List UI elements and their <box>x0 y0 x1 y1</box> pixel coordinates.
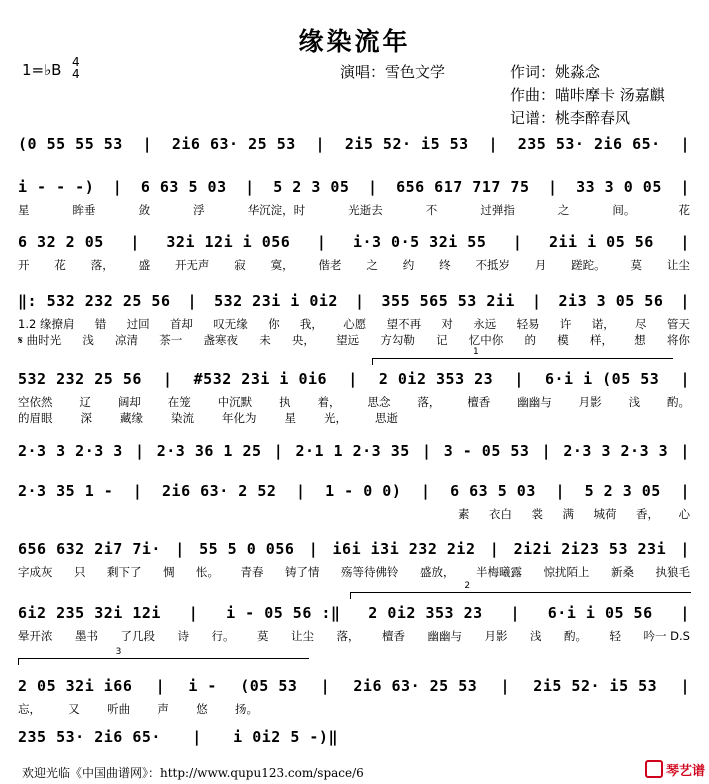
volta-bracket <box>372 347 673 365</box>
barline: | <box>316 233 327 251</box>
lyric-word: 声 <box>157 702 169 716</box>
lyric-word: 月 <box>534 258 547 272</box>
lyric-word: 剩下了 <box>107 565 142 579</box>
lyrics-line <box>18 316 690 332</box>
lyric-word: 衣白 <box>489 507 512 521</box>
lyric-word: 着， <box>317 395 341 409</box>
notes-line <box>18 178 690 196</box>
lyric-word: 想 <box>634 333 646 347</box>
notes-line <box>18 540 690 558</box>
lyric-word: 藏缘 <box>120 411 143 425</box>
note-group: 33 3 0 05 <box>576 178 662 196</box>
lyric-word: 思念 <box>367 395 391 409</box>
note-group: 532 23i i 0i2 <box>214 292 338 310</box>
lyric-word: 光逝去 <box>348 203 383 217</box>
lyric-word: 城荷 <box>593 507 617 521</box>
lyric-word: 阔却 <box>117 395 141 409</box>
lyric-word: 幽幽与 <box>517 395 552 409</box>
lyric-word: 了几段 <box>120 629 155 643</box>
lyric-word: 忘， <box>18 702 41 716</box>
lyric-word: 心 <box>678 507 690 521</box>
lyric-word: 样， <box>589 333 613 347</box>
barline: | <box>680 442 690 460</box>
logo-icon <box>645 760 663 778</box>
note-group: 2·3 3 2·3 3 <box>18 442 123 460</box>
lyric-word: 你 <box>268 317 280 331</box>
barline: | <box>680 604 690 622</box>
barline: | <box>510 604 520 622</box>
lyric-word: 酌。 <box>666 395 690 409</box>
note-group: i6i i3i 232 2i2 <box>332 540 476 558</box>
lyric-word: 思逝 <box>375 411 398 425</box>
notes-line <box>18 233 690 251</box>
note-group: 2i6 63· 25 53 <box>171 135 296 153</box>
lyric-word: 悠 <box>196 702 208 716</box>
lyrics-line <box>18 564 690 580</box>
lyric-word: 望远 <box>336 333 360 347</box>
lyric-word: 终 <box>439 258 451 272</box>
barline: | <box>296 482 306 500</box>
lyric-word: 又 <box>68 702 80 716</box>
note-group: 6 63 5 03 <box>450 482 536 500</box>
lyric-word: 铸了情 <box>285 565 320 579</box>
lyrics-line <box>18 701 258 717</box>
barline: | <box>680 677 690 695</box>
lyrics-line <box>18 257 690 273</box>
barline: ‖: 532 232 25 56 <box>18 292 171 310</box>
barline: | <box>273 442 284 460</box>
note-group: 32i 12i i 056 <box>166 233 291 251</box>
barline: | <box>680 540 690 558</box>
lyric-word: 光， <box>324 411 347 425</box>
barline: i 0i2 5 -)‖ <box>233 728 338 746</box>
lyric-word: 晕开浓 <box>18 629 53 643</box>
note-group: 2ii i 05 56 <box>549 233 654 251</box>
lyric-word: 落， <box>90 258 114 272</box>
note-group: i - - -) <box>18 178 95 196</box>
note-group: 2i6 63· 25 53 <box>353 677 478 695</box>
note-group: 656 632 2i7 7i· <box>18 540 161 558</box>
barline: i - 05 56 :‖ <box>226 604 341 622</box>
composer-credit: 作曲：喵咔摩卡 汤嘉麒 <box>510 86 665 104</box>
page-title: 缘染流年 <box>298 27 411 56</box>
lyric-word: 叹无缘 <box>213 317 248 331</box>
lyric-word: 未 <box>259 333 271 347</box>
note-group: 1 - 0 0) <box>325 482 402 500</box>
lyric-word: 月影 <box>484 629 508 643</box>
barline: | <box>354 292 365 310</box>
note-group: (05 53 <box>240 677 298 695</box>
lyric-word: 望不再 <box>386 317 422 331</box>
note-group: 2 0i2 353 23 <box>378 370 494 388</box>
lyric-word: 蹉跎。 <box>571 258 606 272</box>
lyric-word: 茶一 <box>159 333 183 347</box>
lyric-word: 约 <box>402 258 415 272</box>
lyrics-line <box>18 394 690 410</box>
lyric-word: 月影 <box>578 395 602 409</box>
lyric-word: 年化为 <box>222 411 257 425</box>
lyric-word: 香， <box>636 507 659 521</box>
note-group: 55 5 0 056 <box>199 540 295 558</box>
note-group: 2 05 32i i66 <box>18 677 133 695</box>
barline: | <box>135 442 145 460</box>
lyric-word: 开无声 <box>174 258 210 272</box>
barline: | <box>130 233 140 251</box>
barline: | <box>531 292 542 310</box>
note-group: 3 - 05 53 <box>443 442 530 460</box>
lyric-word: 敛 <box>138 203 151 217</box>
note-group: 2·1 1 2·3 35 <box>295 442 410 460</box>
lyric-word: 惆 <box>163 565 175 579</box>
lyric-word: 诺， <box>591 317 615 331</box>
singer-credit: 演唱：雪色文学 <box>340 63 446 81</box>
lyric-word: 管天 <box>666 317 690 331</box>
barline: | <box>320 677 331 695</box>
note-group: 6·i i 05 56 <box>547 604 653 622</box>
lyric-word: 凉清 <box>115 333 139 347</box>
lyric-word: 星 <box>284 411 296 425</box>
lyrics-line <box>18 332 690 348</box>
volta-number: 3 <box>115 647 122 657</box>
barline: | <box>315 135 326 153</box>
note-group: 2i5 52· i5 53 <box>344 135 469 153</box>
note-group: 6·i i (05 53 <box>544 370 660 388</box>
lyric-word: 裳 <box>531 507 543 521</box>
barline: | <box>680 482 690 500</box>
note-group: 355 565 53 2ii <box>381 292 515 310</box>
note-group: 235 53· 2i6 65· <box>18 728 161 746</box>
notes-line <box>18 370 690 388</box>
lyric-word: 华沉淀，时 <box>247 203 306 217</box>
lyric-word: 深 <box>80 411 92 425</box>
lyric-word: 酌。 <box>564 629 587 643</box>
lyric-word: 浅 <box>530 629 542 643</box>
barline: | <box>245 178 255 196</box>
note-group: 2·3 36 1 25 <box>156 442 262 460</box>
lyric-word: 落， <box>336 629 360 643</box>
lyric-word: 盛 <box>138 258 151 272</box>
lyric-word: 过回 <box>126 317 150 331</box>
note-group: 2i6 63· 2 52 <box>162 482 277 500</box>
lyric-word: 执 <box>279 395 291 409</box>
lyric-word: 新桑 <box>611 565 634 579</box>
lyric-word: 染流 <box>171 411 194 425</box>
lyric-word: 间。 <box>612 203 636 217</box>
lyric-word: 莫 <box>630 258 643 272</box>
lyric-word: 花 <box>54 258 66 272</box>
lyric-word: 之 <box>557 203 570 217</box>
lyric-word: 青春 <box>240 565 264 579</box>
note-group: 2i5 52· i5 53 <box>533 677 658 695</box>
notes-line <box>18 292 690 310</box>
note-group: 2·3 3 2·3 3 <box>563 442 669 460</box>
lyric-word: 的眉眼 <box>18 411 53 425</box>
lyric-word: 眸垂 <box>72 203 96 217</box>
lyric-word: 让尘 <box>291 629 314 643</box>
lyric-word: 殇等待佛铃 <box>341 565 399 579</box>
transcriber-credit: 记谱：桃李醉春风 <box>510 109 631 127</box>
barline: | <box>308 540 319 558</box>
barline: | <box>188 604 199 622</box>
lyrics-line <box>18 410 398 426</box>
lyric-word: 轻易 <box>516 317 540 331</box>
logo-text: 琴艺谱 <box>666 764 706 779</box>
lyric-word: 浅 <box>628 395 641 409</box>
note-group: 532 232 25 56 <box>18 370 142 388</box>
lyric-word: 行。 <box>211 629 235 643</box>
lyric-word: 心愿 <box>343 317 367 331</box>
note-group: 5 2 3 05 <box>584 482 661 500</box>
lyric-word: 尽 <box>635 317 647 331</box>
lyric-word: 记 <box>436 333 448 347</box>
barline: | <box>500 677 511 695</box>
lyric-word: 吟一 D.S <box>643 629 690 643</box>
lyric-word: 1.2 缘撩肩 <box>18 317 75 331</box>
barline: | <box>541 442 552 460</box>
lyric-word: 满 <box>562 507 574 521</box>
barline: | <box>112 178 123 196</box>
lyric-word: 盛放， <box>420 565 455 579</box>
lyric-word: 半梅曦露 <box>476 565 522 579</box>
volta-number: 2 <box>464 581 471 591</box>
lyric-word: 怅。 <box>196 565 219 579</box>
note-group: i - <box>188 677 217 695</box>
lyric-word: 只 <box>74 565 86 579</box>
lyrics-line <box>18 202 690 218</box>
lyric-word: 之 <box>366 258 378 272</box>
barline: | <box>488 135 498 153</box>
lyric-word: 寞， <box>270 258 294 272</box>
lyric-word: 落， <box>417 395 441 409</box>
lyric-word: 首却 <box>169 317 193 331</box>
notes-line <box>18 135 690 153</box>
lyrics-line <box>18 628 690 644</box>
barline: | <box>680 135 690 153</box>
key-signature: 1=♭B <box>22 61 62 79</box>
barline: | <box>175 540 185 558</box>
lyric-word: 幽幽与 <box>427 629 462 643</box>
volta-bracket <box>18 647 309 665</box>
lyric-word: 的 <box>524 333 537 347</box>
lyric-word: 字成灰 <box>18 565 53 579</box>
notes-line <box>18 604 690 622</box>
notes-line <box>18 482 690 500</box>
lyric-word: 盏寒夜 <box>203 333 238 347</box>
note-group: 235 53· 2i6 65· <box>517 135 661 153</box>
barline: | <box>368 178 378 196</box>
lyric-word: 空依然 <box>18 395 53 409</box>
meter-top: 4 <box>72 55 80 69</box>
barline: | <box>548 178 558 196</box>
lyric-word: 让尘 <box>666 258 690 272</box>
lyric-word: 我， <box>299 317 323 331</box>
note-group: 2i2i 2i23 53 23i <box>513 540 667 558</box>
lyric-word: 过弹指 <box>480 203 515 217</box>
note-group: i·3 0·5 32i 55 <box>352 233 487 251</box>
meter-bottom: 4 <box>72 67 80 81</box>
lyric-word: 对 <box>441 317 453 331</box>
volta-bracket <box>350 581 691 599</box>
barline: | <box>555 482 565 500</box>
note-group: #532 23i i 0i6 <box>193 370 328 388</box>
lyric-word: 听曲 <box>107 702 131 716</box>
barline: | <box>680 292 690 310</box>
lyric-word: 寂 <box>234 258 246 272</box>
lyric-word: 素 <box>458 507 470 521</box>
lyric-word: 模 <box>557 333 569 347</box>
barline: | <box>348 370 358 388</box>
lyric-word: 不 <box>425 203 438 217</box>
lyric-word: 惊扰陌上 <box>543 565 590 579</box>
note-group: 6 63 5 03 <box>140 178 227 196</box>
lyric-word: 浮 <box>193 203 205 217</box>
lyric-word: 诗 <box>177 629 189 643</box>
lyric-word: 将你 <box>666 333 690 347</box>
barline: | <box>421 442 432 460</box>
note-group: 5 2 3 05 <box>273 178 350 196</box>
lyric-word: 错 <box>94 317 107 331</box>
barline: | <box>155 677 166 695</box>
lyric-word: 不抵岁 <box>475 258 510 272</box>
notes-line <box>18 442 690 460</box>
barline: | <box>680 178 690 196</box>
volta-number: 1 <box>473 347 479 357</box>
barline: | <box>142 135 153 153</box>
footer-text: 欢迎光临《中国曲谱网》：http://www.qupu123.com/space/6 <box>22 766 364 780</box>
note-group: 2·3 35 1 - <box>18 482 114 500</box>
lyricist-credit: 作词：姚淼念 <box>510 63 601 81</box>
barline: | <box>680 370 690 388</box>
note-group: 6i2 235 32i 12i <box>18 604 161 622</box>
notes-line <box>18 677 690 695</box>
notes-line <box>18 728 338 746</box>
lyric-word: 中沉默 <box>217 395 253 409</box>
lyric-word: 𝄋 曲时光 <box>18 333 62 347</box>
time-signature <box>72 56 80 80</box>
lyric-word: 永远 <box>473 317 497 331</box>
barline: | <box>680 233 690 251</box>
lyric-word: 许 <box>559 317 572 331</box>
lyric-word: 扬。 <box>234 702 258 716</box>
lyric-word: 莫 <box>257 629 269 643</box>
note-group: 6 32 2 05 <box>18 233 104 251</box>
lyric-word: 墨书 <box>75 629 98 643</box>
note-group: 2i3 3 05 56 <box>558 292 664 310</box>
barline: | <box>187 292 198 310</box>
lyric-word: 檀香 <box>382 629 405 643</box>
note-group: (0 55 55 53 <box>18 135 123 153</box>
lyrics-line <box>458 506 690 522</box>
lyric-word: 开 <box>18 258 30 272</box>
lyric-word: 执狼毛 <box>655 565 690 579</box>
barline: | <box>489 540 500 558</box>
barline: | <box>192 728 202 746</box>
lyric-word: 在笼 <box>167 395 191 409</box>
lyric-word: 偕老 <box>318 258 342 272</box>
lyric-word: 忆中你 <box>468 333 504 347</box>
lyric-word: 檀香 <box>467 395 491 409</box>
lyric-word: 轻 <box>609 629 621 643</box>
barline: | <box>132 482 143 500</box>
lyric-word: 花 <box>678 203 690 217</box>
note-group: 2 0i2 353 23 <box>368 604 483 622</box>
barline: | <box>514 370 524 388</box>
lyric-word: 央， <box>291 333 315 347</box>
note-group: 656 617 717 75 <box>396 178 530 196</box>
lyric-word: 方勾勒 <box>380 333 415 347</box>
lyric-word: 辽 <box>79 395 91 409</box>
lyric-word: 浅 <box>82 333 94 347</box>
site-logo <box>645 760 705 779</box>
lyric-word: 星 <box>18 203 30 217</box>
barline: | <box>512 233 523 251</box>
barline: | <box>420 482 431 500</box>
barline: | <box>163 370 173 388</box>
